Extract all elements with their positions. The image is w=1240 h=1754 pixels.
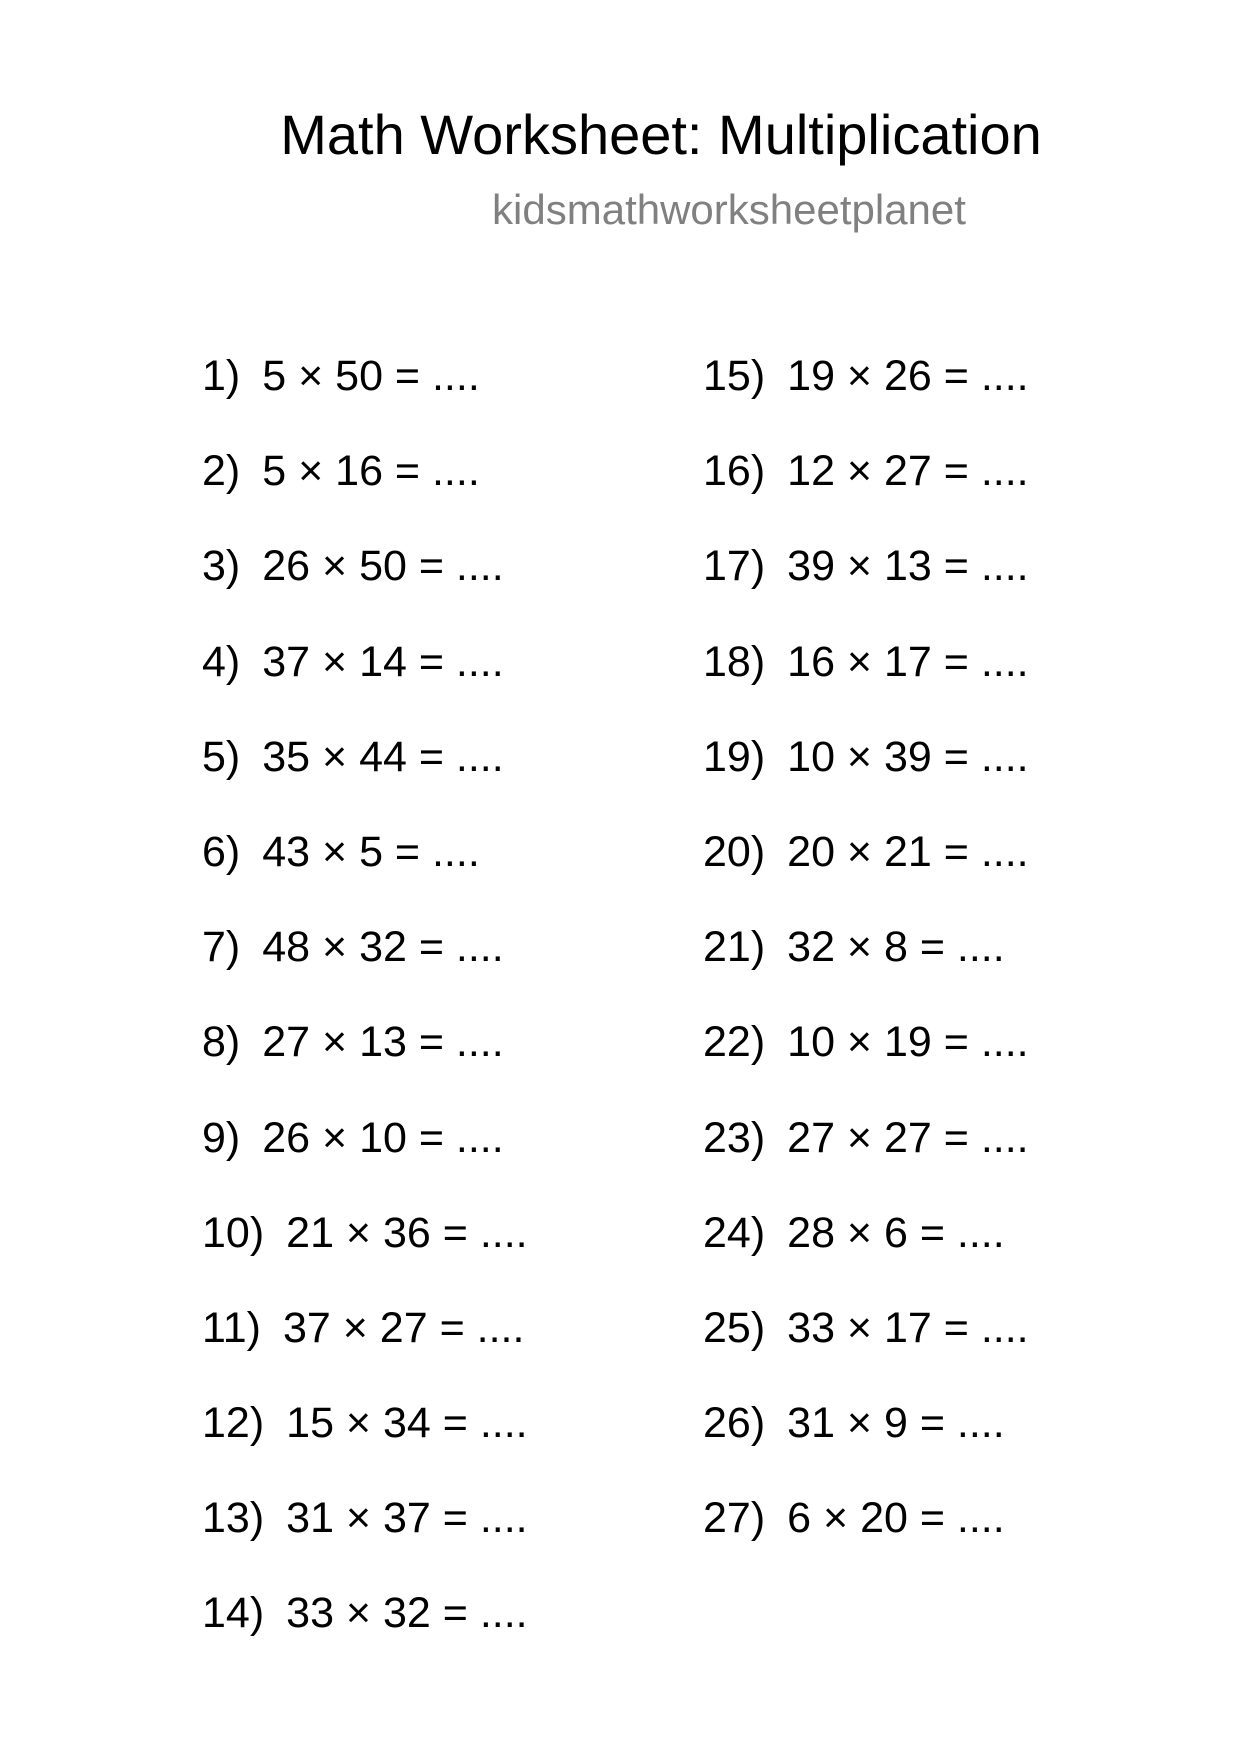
problem-expression: 16 × 17 = .... bbox=[787, 637, 1029, 686]
problem-number: 11) bbox=[202, 1303, 261, 1352]
problem-item bbox=[202, 1110, 528, 1205]
problem-item bbox=[202, 1585, 528, 1680]
problem-expression: 26 × 50 = .... bbox=[262, 542, 504, 591]
problem-expression: 39 × 13 = .... bbox=[787, 542, 1029, 591]
problem-expression: 48 × 32 = .... bbox=[262, 923, 504, 972]
problem-item bbox=[703, 729, 1029, 824]
page-subtitle: kidsmathworksheetplanet bbox=[492, 186, 966, 233]
problem-expression: 37 × 14 = .... bbox=[262, 637, 504, 686]
problem-number: 26) bbox=[703, 1399, 766, 1448]
problem-expression: 43 × 5 = .... bbox=[262, 827, 480, 876]
problem-number: 3) bbox=[202, 542, 241, 591]
problem-item bbox=[202, 729, 528, 824]
problem-item bbox=[202, 1014, 528, 1109]
problem-number: 20) bbox=[703, 827, 766, 876]
problem-expression: 5 × 50 = .... bbox=[262, 352, 480, 400]
problem-number: 2) bbox=[202, 447, 241, 496]
problem-item bbox=[202, 443, 528, 538]
problem-expression: 33 × 32 = .... bbox=[286, 1589, 528, 1638]
problem-expression: 10 × 19 = .... bbox=[787, 1018, 1029, 1067]
problem-number: 9) bbox=[202, 1113, 241, 1162]
problem-number: 19) bbox=[703, 732, 766, 781]
problem-expression: 31 × 37 = .... bbox=[286, 1494, 528, 1543]
problem-item bbox=[703, 1110, 1029, 1205]
problem-item bbox=[202, 348, 528, 443]
problem-item bbox=[202, 1205, 528, 1300]
problem-number: 1) bbox=[202, 352, 241, 400]
problems-column-right bbox=[703, 348, 1029, 1585]
problem-expression: 32 × 8 = .... bbox=[787, 923, 1005, 972]
problem-number: 24) bbox=[703, 1208, 766, 1257]
problem-number: 16) bbox=[703, 447, 766, 496]
problem-number: 5) bbox=[202, 732, 241, 781]
problem-expression: 20 × 21 = .... bbox=[787, 827, 1029, 876]
problem-number: 23) bbox=[703, 1113, 766, 1162]
problem-expression: 21 × 36 = .... bbox=[286, 1208, 528, 1257]
problem-item bbox=[703, 538, 1029, 633]
problem-expression: 12 × 27 = .... bbox=[787, 447, 1029, 496]
problem-number: 17) bbox=[703, 542, 766, 591]
problem-expression: 10 × 39 = .... bbox=[787, 732, 1029, 781]
problem-number: 22) bbox=[703, 1018, 766, 1067]
problem-expression: 27 × 27 = .... bbox=[787, 1113, 1029, 1162]
problem-item bbox=[202, 538, 528, 633]
problem-item bbox=[703, 1490, 1029, 1585]
problem-number: 6) bbox=[202, 827, 241, 876]
problem-item bbox=[202, 824, 528, 919]
problem-expression: 19 × 26 = .... bbox=[787, 352, 1029, 400]
problem-expression: 15 × 34 = .... bbox=[286, 1399, 528, 1448]
problem-item bbox=[202, 634, 528, 729]
problem-item bbox=[202, 1490, 528, 1585]
problem-expression: 28 × 6 = .... bbox=[787, 1208, 1005, 1257]
problem-item bbox=[703, 1014, 1029, 1109]
problem-item bbox=[703, 443, 1029, 538]
problem-item bbox=[703, 634, 1029, 729]
problem-item bbox=[703, 824, 1029, 919]
problem-item bbox=[202, 1395, 528, 1490]
problem-number: 14) bbox=[202, 1589, 265, 1638]
page-title: Math Worksheet: Multiplication bbox=[280, 103, 1042, 166]
problem-number: 12) bbox=[202, 1399, 265, 1448]
problem-expression: 26 × 10 = .... bbox=[262, 1113, 504, 1162]
problem-item bbox=[202, 919, 528, 1014]
problem-expression: 35 × 44 = .... bbox=[262, 732, 504, 781]
problem-number: 4) bbox=[202, 637, 241, 686]
problem-expression: 6 × 20 = .... bbox=[787, 1494, 1005, 1543]
problem-expression: 33 × 17 = .... bbox=[787, 1303, 1029, 1352]
problem-number: 7) bbox=[202, 923, 241, 972]
problem-number: 21) bbox=[703, 923, 766, 972]
problem-expression: 31 × 9 = .... bbox=[787, 1399, 1005, 1448]
problem-item bbox=[703, 348, 1029, 443]
problems-column-left bbox=[202, 348, 528, 1681]
problem-item bbox=[202, 1300, 528, 1395]
problem-item bbox=[703, 1205, 1029, 1300]
problem-expression: 27 × 13 = .... bbox=[262, 1018, 504, 1067]
problem-number: 8) bbox=[202, 1018, 241, 1067]
problem-number: 13) bbox=[202, 1494, 265, 1543]
problem-item bbox=[703, 1300, 1029, 1395]
problem-number: 25) bbox=[703, 1303, 766, 1352]
problem-expression: 37 × 27 = .... bbox=[282, 1303, 525, 1352]
problem-expression: 5 × 16 = .... bbox=[262, 447, 480, 496]
problem-number: 10) bbox=[202, 1208, 265, 1257]
problem-number: 27) bbox=[703, 1494, 766, 1543]
problem-number: 18) bbox=[703, 637, 766, 686]
problem-number: 15) bbox=[703, 352, 766, 400]
problem-item bbox=[703, 1395, 1029, 1490]
problem-item bbox=[703, 919, 1029, 1014]
